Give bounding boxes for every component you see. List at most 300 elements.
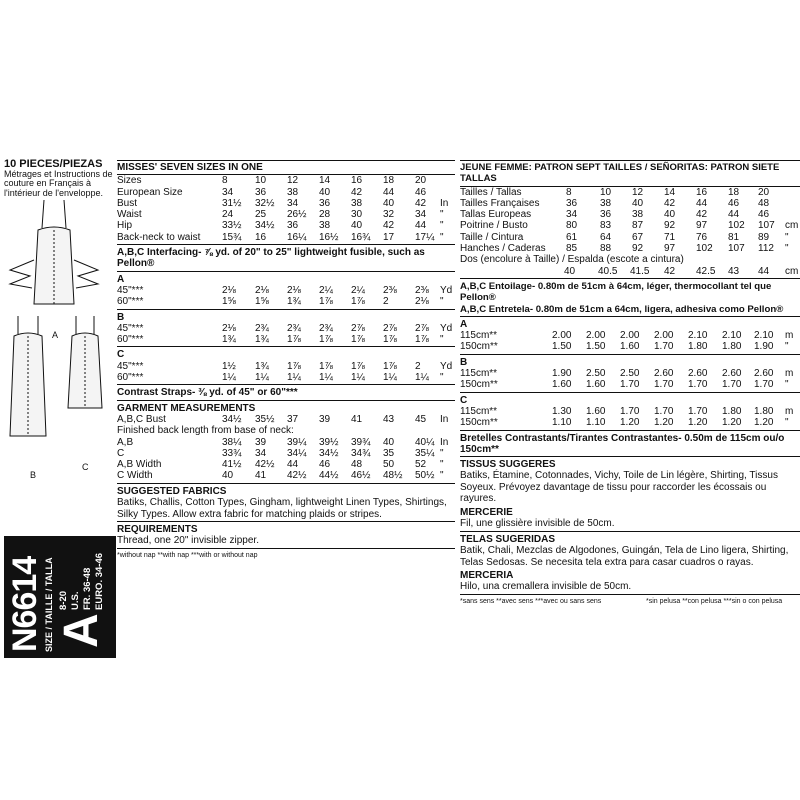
unit-label: "	[440, 459, 444, 471]
size-row	[117, 209, 455, 220]
cell-value: 64	[600, 231, 612, 243]
cell-value: 1.70	[654, 379, 674, 391]
cell-value: 45	[415, 413, 427, 425]
row-label: A,B Width	[117, 459, 162, 471]
garment-row	[117, 470, 455, 481]
english-column	[117, 160, 455, 561]
cell-value: 43	[728, 265, 740, 277]
fr-dos-label: Dos (encolure à Taille) / Espalda (escote a cintura)	[460, 254, 684, 266]
cell-value: 1.70	[654, 405, 674, 417]
row-label: Hanches / Caderas	[460, 243, 546, 255]
cell-value: 14	[664, 186, 676, 198]
cell-value: 38	[351, 197, 363, 209]
cell-value: 2.10	[754, 330, 774, 342]
unit-label: m	[785, 405, 794, 417]
cell-value: 1.80	[754, 405, 774, 417]
view-heading: A	[460, 318, 468, 330]
cell-value: 16½	[319, 231, 339, 243]
garment-row	[117, 437, 455, 448]
badge-us: U.S.	[70, 591, 81, 610]
cell-value: 85	[566, 243, 578, 255]
cell-value: 39	[319, 413, 331, 425]
yardage-row	[460, 341, 800, 352]
cell-value: 1.70	[722, 379, 742, 391]
cell-value: 1¾	[287, 296, 301, 308]
cell-value: 1⅞	[415, 334, 429, 346]
fr-bretelles: Bretelles Contrastants/Tirantes Contrastantes- 0.50m de 115cm ou/o 150cm**	[460, 432, 785, 455]
cell-value: 1.70	[754, 379, 774, 391]
cell-value: 32½	[255, 197, 275, 209]
cell-value: 1¾	[255, 334, 269, 346]
fr-entoilage: A,B,C Entoilage- 0.80m de 51cm à 64cm, léger, thermocollant tel que Pellon®	[460, 280, 772, 304]
cell-value: 97	[696, 220, 708, 232]
cell-value: 44½	[319, 470, 339, 482]
unit-label: Yd	[440, 322, 453, 334]
cell-value: 10	[600, 186, 612, 198]
cell-value: 2⅛	[222, 284, 236, 296]
cell-value: 112	[758, 243, 774, 255]
cell-value: 28	[319, 209, 331, 221]
finished-length-note: Finished back length from base of neck:	[117, 425, 294, 437]
cell-value: 42	[696, 209, 708, 221]
cell-value: 38¼	[222, 436, 242, 448]
cell-value: 2	[383, 296, 389, 308]
badge-size-label: SIZE / TAILLE / TALLA	[44, 557, 54, 652]
cell-value: 1⅞	[383, 360, 397, 372]
size-row	[117, 220, 455, 231]
cell-value: 2¼	[351, 284, 365, 296]
yardage-row	[460, 368, 800, 379]
cell-value: 2.10	[688, 330, 708, 342]
unit-label: "	[440, 296, 444, 308]
cell-value: 17	[383, 231, 395, 243]
cell-value: 17¼	[415, 231, 435, 243]
cell-value: 34	[415, 209, 427, 221]
cell-value: 38	[287, 186, 299, 198]
es-telas-title: TELAS SUGERIDAS	[460, 533, 556, 545]
cell-value: 2⅛	[415, 296, 429, 308]
cell-value: 1¾	[255, 360, 269, 372]
row-label: Sizes	[117, 175, 142, 187]
cell-value: 1.10	[586, 417, 606, 429]
cell-value: 61	[566, 231, 578, 243]
fr-dos-row	[460, 266, 800, 277]
cell-value: 42	[383, 220, 395, 232]
cell-value: 34¼	[287, 447, 307, 459]
badge-fr: FR. 36-48	[82, 567, 93, 610]
row-label: 150cm**	[460, 417, 498, 429]
cell-value: 71	[664, 231, 676, 243]
row-label: Tailles / Tallas	[460, 186, 522, 198]
unit-label: "	[785, 243, 789, 255]
pattern-badge	[4, 536, 116, 658]
en-garment-table	[117, 414, 455, 482]
cell-value: 2	[415, 360, 421, 372]
row-label: 45"***	[117, 322, 144, 334]
cell-value: 1.90	[552, 368, 572, 380]
row-label: Waist	[117, 209, 142, 221]
cell-value: 42	[351, 186, 363, 198]
en-title: MISSES' SEVEN SIZES IN ONE	[117, 160, 455, 175]
row-label: Tailles Françaises	[460, 197, 540, 209]
cell-value: 44	[415, 220, 427, 232]
cell-value: 34	[287, 197, 299, 209]
cell-value: 92	[632, 243, 644, 255]
cell-value: 81	[728, 231, 740, 243]
cell-value: 18	[728, 186, 740, 198]
cell-value: 32	[383, 209, 395, 221]
cell-value: 1.10	[552, 417, 572, 429]
view-heading: C	[117, 349, 125, 361]
cell-value: 36	[287, 220, 299, 232]
unit-label: In	[440, 413, 449, 425]
cell-value: 15¾	[222, 231, 242, 243]
cell-value: 8	[222, 175, 228, 187]
cell-value: 16	[351, 175, 363, 187]
fr-tissus-title: TISSUS SUGGERES	[460, 459, 556, 471]
cell-value: 1¼	[383, 372, 397, 384]
row-label: 60"***	[117, 296, 144, 308]
row-label: 150cm**	[460, 379, 498, 391]
cell-value: 1.50	[552, 341, 572, 353]
yardage-row	[117, 323, 455, 334]
cell-value: 10	[255, 175, 267, 187]
size-row	[117, 175, 455, 186]
cell-value: 34	[255, 447, 267, 459]
cell-value: 42.5	[696, 265, 716, 277]
cell-value: 1.60	[620, 341, 640, 353]
badge-euro: EURO. 34-46	[94, 552, 105, 610]
cell-value: 24	[222, 209, 234, 221]
en-requirements-title: REQUIREMENTS	[117, 524, 198, 536]
row-label: 45"***	[117, 360, 144, 372]
dos-row	[460, 266, 800, 277]
unit-label: cm	[785, 220, 799, 232]
cell-value: 1.60	[586, 379, 606, 391]
cell-value: 102	[728, 220, 745, 232]
view-heading: B	[117, 311, 125, 323]
cell-value: 2⅞	[383, 322, 397, 334]
en-size-table	[117, 175, 455, 243]
cell-value: 1½	[222, 360, 236, 372]
cell-value: 40	[383, 197, 395, 209]
badge-size-range: 8-20	[58, 590, 69, 610]
cell-value: 46	[758, 209, 770, 221]
size-row	[460, 209, 800, 220]
cell-value: 42½	[255, 459, 275, 471]
fr-tissus-text: Batiks, Étamine, Cotonnades, Vichy, Toile de Lin légère, Shirting, Tissus Soyeux. Prévoyez davantage de tissu pour raccorder les écossais ou rayures.	[460, 470, 778, 505]
yardage-row	[460, 417, 800, 428]
garment-illustrations	[4, 200, 114, 490]
row-label: 45"***	[117, 284, 144, 296]
en-footnote: *without nap **with nap ***with or without nap	[117, 551, 258, 559]
cell-value: 41½	[222, 459, 242, 471]
row-label: A,B,C Bust	[117, 413, 166, 425]
cell-value: 8	[566, 186, 572, 198]
cell-value: 2⅜	[415, 284, 429, 296]
view-a-illustration	[10, 200, 98, 304]
cell-value: 88	[600, 243, 612, 255]
cell-value: 83	[600, 220, 612, 232]
cell-value: 1.20	[688, 417, 708, 429]
row-label: A,B	[117, 436, 134, 448]
row-label: 115cm**	[460, 368, 498, 380]
fr-entretela: A,B,C Entretela- 0.80m de 51cm a 64cm, ligera, adhesiva como Pellon®	[460, 303, 784, 315]
cell-value: 1⅞	[319, 334, 333, 346]
row-label: Hip	[117, 220, 133, 232]
cell-value: 1⅝	[222, 296, 236, 308]
size-row	[460, 232, 800, 243]
cell-value: 2.60	[688, 368, 708, 380]
cell-value: 31½	[222, 197, 242, 209]
cell-value: 39½	[319, 436, 339, 448]
view-heading: C	[460, 394, 468, 406]
size-row	[117, 198, 455, 209]
fr-mercerie-text: Fil, une glissière invisible de 50cm.	[460, 518, 615, 530]
cell-value: 20	[415, 175, 427, 187]
cell-value: 38	[319, 220, 331, 232]
cell-value: 33½	[222, 220, 242, 232]
cell-value: 46½	[351, 470, 371, 482]
cell-value: 46	[319, 459, 331, 471]
cell-value: 92	[664, 220, 676, 232]
cell-value: 2.60	[654, 368, 674, 380]
unit-label: "	[440, 334, 444, 346]
cell-value: 2.50	[620, 368, 640, 380]
cell-value: 1.70	[688, 405, 708, 417]
row-label: 60"***	[117, 372, 144, 384]
cell-value: 20	[758, 186, 770, 198]
en-fabrics-text: Batiks, Challis, Cotton Types, Gingham, lightweight Linen Types, Shirtings, Silky Types. Allow extra fabric for matching plaids or stripes.	[117, 497, 447, 520]
cell-value: 1.70	[688, 379, 708, 391]
cell-value: 1¼	[255, 372, 269, 384]
cell-value: 2.00	[552, 330, 572, 342]
cell-value: 1.20	[754, 417, 774, 429]
garment-row	[117, 459, 455, 470]
row-label: C	[117, 447, 125, 459]
row-label: Taille / Cintura	[460, 231, 524, 243]
row-label: Bust	[117, 197, 138, 209]
cell-value: 1.70	[620, 379, 640, 391]
cell-value: 35½	[255, 413, 275, 425]
cell-value: 40	[632, 197, 644, 209]
cell-value: 48	[351, 459, 363, 471]
cell-value: 1.50	[586, 341, 606, 353]
en-contrast-straps: Contrast Straps- ⅜ yd. of 45" or 60"***	[117, 387, 298, 399]
cell-value: 2⅛	[222, 322, 236, 334]
cell-value: 1⅞	[351, 334, 365, 346]
fr-footnote: *sans sens **avec sens ***avec ou sans sens	[460, 597, 602, 605]
fr-yardage-table	[460, 319, 800, 431]
unit-label: "	[440, 220, 444, 232]
unit-label: Yd	[440, 284, 453, 296]
cell-value: 34	[566, 209, 578, 221]
cell-value: 1.30	[552, 405, 572, 417]
cell-value: 36	[566, 197, 578, 209]
yardage-row	[460, 330, 800, 341]
cell-value: 39¼	[287, 436, 307, 448]
cell-value: 1.70	[654, 341, 674, 353]
cell-value: 37	[287, 413, 299, 425]
cell-value: 43	[383, 413, 395, 425]
yardage-row	[117, 285, 455, 296]
size-row	[460, 243, 800, 254]
cell-value: 48½	[383, 470, 403, 482]
cell-value: 102	[696, 243, 713, 255]
cell-value: 50½	[415, 470, 435, 482]
cell-value: 40	[351, 220, 363, 232]
cell-value: 41.5	[630, 265, 650, 277]
cell-value: 14	[319, 175, 331, 187]
unit-label: "	[785, 417, 789, 429]
cell-value: 1⅞	[383, 334, 397, 346]
es-merceria-text: Hilo, una cremallera invisible de 50cm.	[460, 581, 632, 593]
cell-value: 52	[415, 459, 427, 471]
cell-value: 1⅞	[287, 334, 301, 346]
french-spanish-column	[460, 160, 800, 605]
cell-value: 1.70	[620, 405, 640, 417]
cell-value: 2.60	[754, 368, 774, 380]
unit-label: "	[785, 341, 789, 353]
cell-value: 1.80	[688, 341, 708, 353]
cell-value: 34½	[255, 220, 275, 232]
view-b-illustration	[10, 316, 46, 436]
cell-value: 1.80	[722, 405, 742, 417]
pieces-title: 10 PIECES/PIEZAS	[4, 158, 103, 170]
cell-value: 35	[383, 447, 395, 459]
cell-value: 12	[632, 186, 644, 198]
cell-value: 18	[383, 175, 395, 187]
row-label: 115cm**	[460, 330, 498, 342]
pattern-number: N6614	[6, 556, 44, 652]
cell-value: 2⅛	[287, 284, 301, 296]
cell-value: 44	[383, 186, 395, 198]
cell-value: 2¾	[287, 322, 301, 334]
cell-value: 1.20	[620, 417, 640, 429]
cell-value: 33¾	[222, 447, 242, 459]
fr-title: JEUNE FEMME: PATRON SEPT TAILLES / SEÑORITAS: PATRON SIETE TALLAS	[460, 160, 800, 187]
es-telas-text: Batik, Chali, Mezclas de Algodones, Guingán, Tela de Lino ligera, Shirting, Telas Sedosas. Se necesita tela extra para casar cuadros o rayas.	[460, 545, 789, 568]
cell-value: 42	[664, 197, 676, 209]
cell-value: 25	[255, 209, 267, 221]
cell-value: 39	[255, 436, 267, 448]
unit-label: "	[785, 379, 789, 391]
cell-value: 16¾	[351, 231, 371, 243]
cell-value: 2¾	[319, 322, 333, 334]
cell-value: 41	[255, 470, 267, 482]
cell-value: 36	[319, 197, 331, 209]
cell-value: 107	[758, 220, 775, 232]
size-row	[460, 198, 800, 209]
view-label-c: C	[82, 462, 89, 472]
cell-value: 36	[600, 209, 612, 221]
cell-value: 44	[287, 459, 299, 471]
cell-value: 1¼	[287, 372, 301, 384]
garment-bust-row	[117, 414, 455, 425]
cell-value: 2¾	[255, 322, 269, 334]
yardage-row	[460, 379, 800, 390]
unit-label: cm	[785, 265, 799, 277]
yardage-row	[460, 406, 800, 417]
unit-label: "	[440, 231, 444, 243]
row-label: 115cm**	[460, 405, 498, 417]
en-requirements-text: Thread, one 20" invisible zipper.	[117, 535, 259, 547]
size-row	[460, 187, 800, 198]
cell-value: 44	[696, 197, 708, 209]
cell-value: 26½	[287, 209, 307, 221]
cell-value: 2⅛	[255, 284, 269, 296]
unit-label: m	[785, 368, 794, 380]
cell-value: 40¼	[415, 436, 435, 448]
cell-value: 48	[758, 197, 770, 209]
cell-value: 12	[287, 175, 299, 187]
cell-value: 40	[383, 436, 395, 448]
cell-value: 80	[566, 220, 578, 232]
pieces-note: Métrages et Instructions de couture en Français à l'intérieur de l'enveloppe.	[4, 168, 113, 198]
cell-value: 1⅞	[351, 296, 365, 308]
cell-value: 38	[632, 209, 644, 221]
cell-value: 87	[632, 220, 644, 232]
yardage-row	[117, 334, 455, 345]
cell-value: 44	[728, 209, 740, 221]
fr-mercerie-title: MERCERIE	[460, 506, 513, 518]
cell-value: 2.50	[586, 368, 606, 380]
cell-value: 40	[222, 470, 234, 482]
cell-value: 76	[696, 231, 708, 243]
cell-value: 40	[564, 265, 576, 277]
unit-label: "	[785, 231, 789, 243]
cell-value: 34¾	[351, 447, 371, 459]
cell-value: 89	[758, 231, 770, 243]
cell-value: 42	[415, 197, 427, 209]
cell-value: 16¼	[287, 231, 307, 243]
cell-value: 1.90	[754, 341, 774, 353]
view-heading: A	[117, 273, 125, 285]
cell-value: 40	[664, 209, 676, 221]
cell-value: 97	[664, 243, 676, 255]
cell-value: 1⅝	[255, 296, 269, 308]
cell-value: 42	[664, 265, 676, 277]
unit-label: "	[440, 209, 444, 221]
row-label: Poitrine / Busto	[460, 220, 528, 232]
cell-value: 2⅞	[415, 322, 429, 334]
cell-value: 1¼	[415, 372, 429, 384]
yardage-row	[117, 296, 455, 307]
cell-value: 1⅞	[351, 360, 365, 372]
row-label: Back-neck to waist	[117, 231, 201, 243]
yardage-row	[117, 372, 455, 383]
row-label: 60"***	[117, 334, 144, 346]
cell-value: 2⅞	[351, 322, 365, 334]
view-heading: B	[460, 356, 468, 368]
unit-label: "	[440, 470, 444, 482]
cell-value: 16	[696, 186, 708, 198]
pieces-header	[4, 160, 116, 198]
fr-size-table	[460, 187, 800, 255]
en-interfacing: A,B,C Interfacing- ⅞ yd. of 20" to 25" lightweight fusible, such as Pellon®	[117, 247, 425, 270]
unit-label: "	[440, 372, 444, 384]
en-yardage-table	[117, 274, 455, 386]
view-c-illustration	[68, 316, 102, 408]
row-label: 150cm**	[460, 341, 498, 353]
view-label-b: B	[30, 470, 37, 480]
cell-value: 40.5	[598, 265, 618, 277]
size-row	[117, 187, 455, 198]
yardage-row	[117, 361, 455, 372]
cell-value: 42½	[287, 470, 307, 482]
size-row	[117, 232, 455, 243]
cell-value: 1¼	[222, 372, 236, 384]
